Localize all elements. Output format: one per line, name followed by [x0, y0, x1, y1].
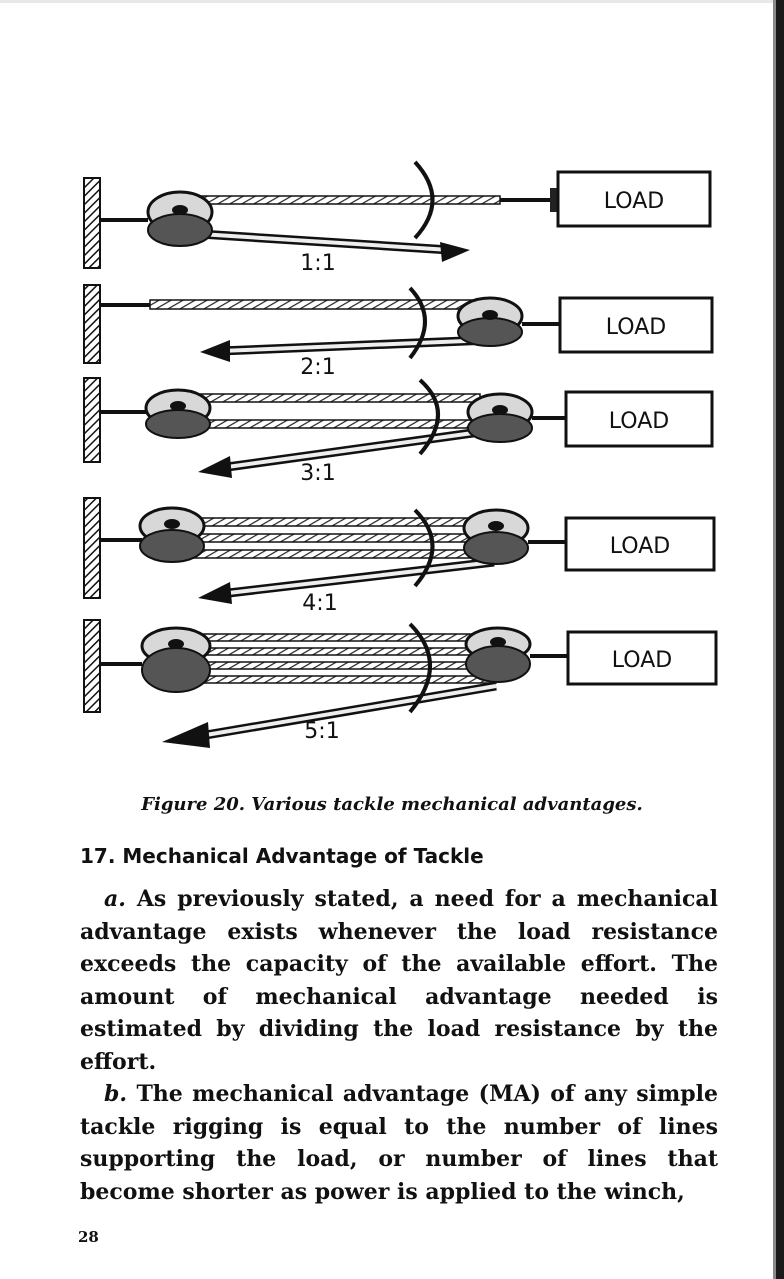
figure-caption: Figure 20. Various tackle mechanical advantages. [141, 794, 643, 815]
paragraph-text: The mechanical advantage (MA) of any simple tackle rigging is equal to the number of lines supporting the load, or number of lines that become shorter as power is applied to the winch, [80, 1081, 718, 1205]
pull-arrowhead [440, 242, 470, 262]
load-label: LOAD [603, 189, 665, 214]
tackle-figure [70, 150, 730, 760]
pull-arrowhead [198, 582, 232, 604]
tackle-row-4 [84, 498, 714, 616]
ratio-label: 1:1 [300, 251, 336, 276]
wall-anchor [84, 178, 100, 268]
ratio-label: 3:1 [300, 461, 336, 486]
tackle-row-2 [84, 285, 712, 380]
page-edge [776, 0, 784, 1279]
load-label: LOAD [611, 648, 673, 673]
body-text [80, 883, 718, 1208]
paragraph-text: As previously stated, a need for a mechanical advantage exists whenever the load resistance exceeds the capacity of the available effort. The amount of mechanical advantage needed is estimated by dividing the load resistance by the effort. [80, 886, 718, 1075]
wall-anchor [84, 378, 100, 462]
tackle-row-1 [84, 162, 710, 276]
paragraph-b [80, 1078, 718, 1208]
wall-anchor [84, 285, 100, 363]
wall-anchor [84, 498, 100, 598]
paragraph-letter: a. [104, 886, 126, 912]
load-label: LOAD [605, 315, 667, 340]
section-heading: 17. Mechanical Advantage of Tackle [80, 844, 484, 868]
top-edge [0, 0, 784, 3]
paragraph-letter: b. [104, 1081, 128, 1107]
page-number: 28 [78, 1228, 99, 1246]
paragraph-a [80, 883, 718, 1078]
wall-anchor [84, 620, 100, 712]
tackle-row-3 [84, 378, 712, 486]
ratio-label: 5:1 [304, 719, 340, 744]
pull-arrowhead [200, 340, 230, 362]
pull-arrowhead [162, 722, 210, 748]
load-label: LOAD [608, 409, 670, 434]
ratio-label: 4:1 [302, 591, 338, 616]
load-label: LOAD [609, 534, 671, 559]
pull-arrowhead [198, 456, 232, 478]
ratio-label: 2:1 [300, 355, 336, 380]
tackle-row-5 [84, 620, 716, 748]
